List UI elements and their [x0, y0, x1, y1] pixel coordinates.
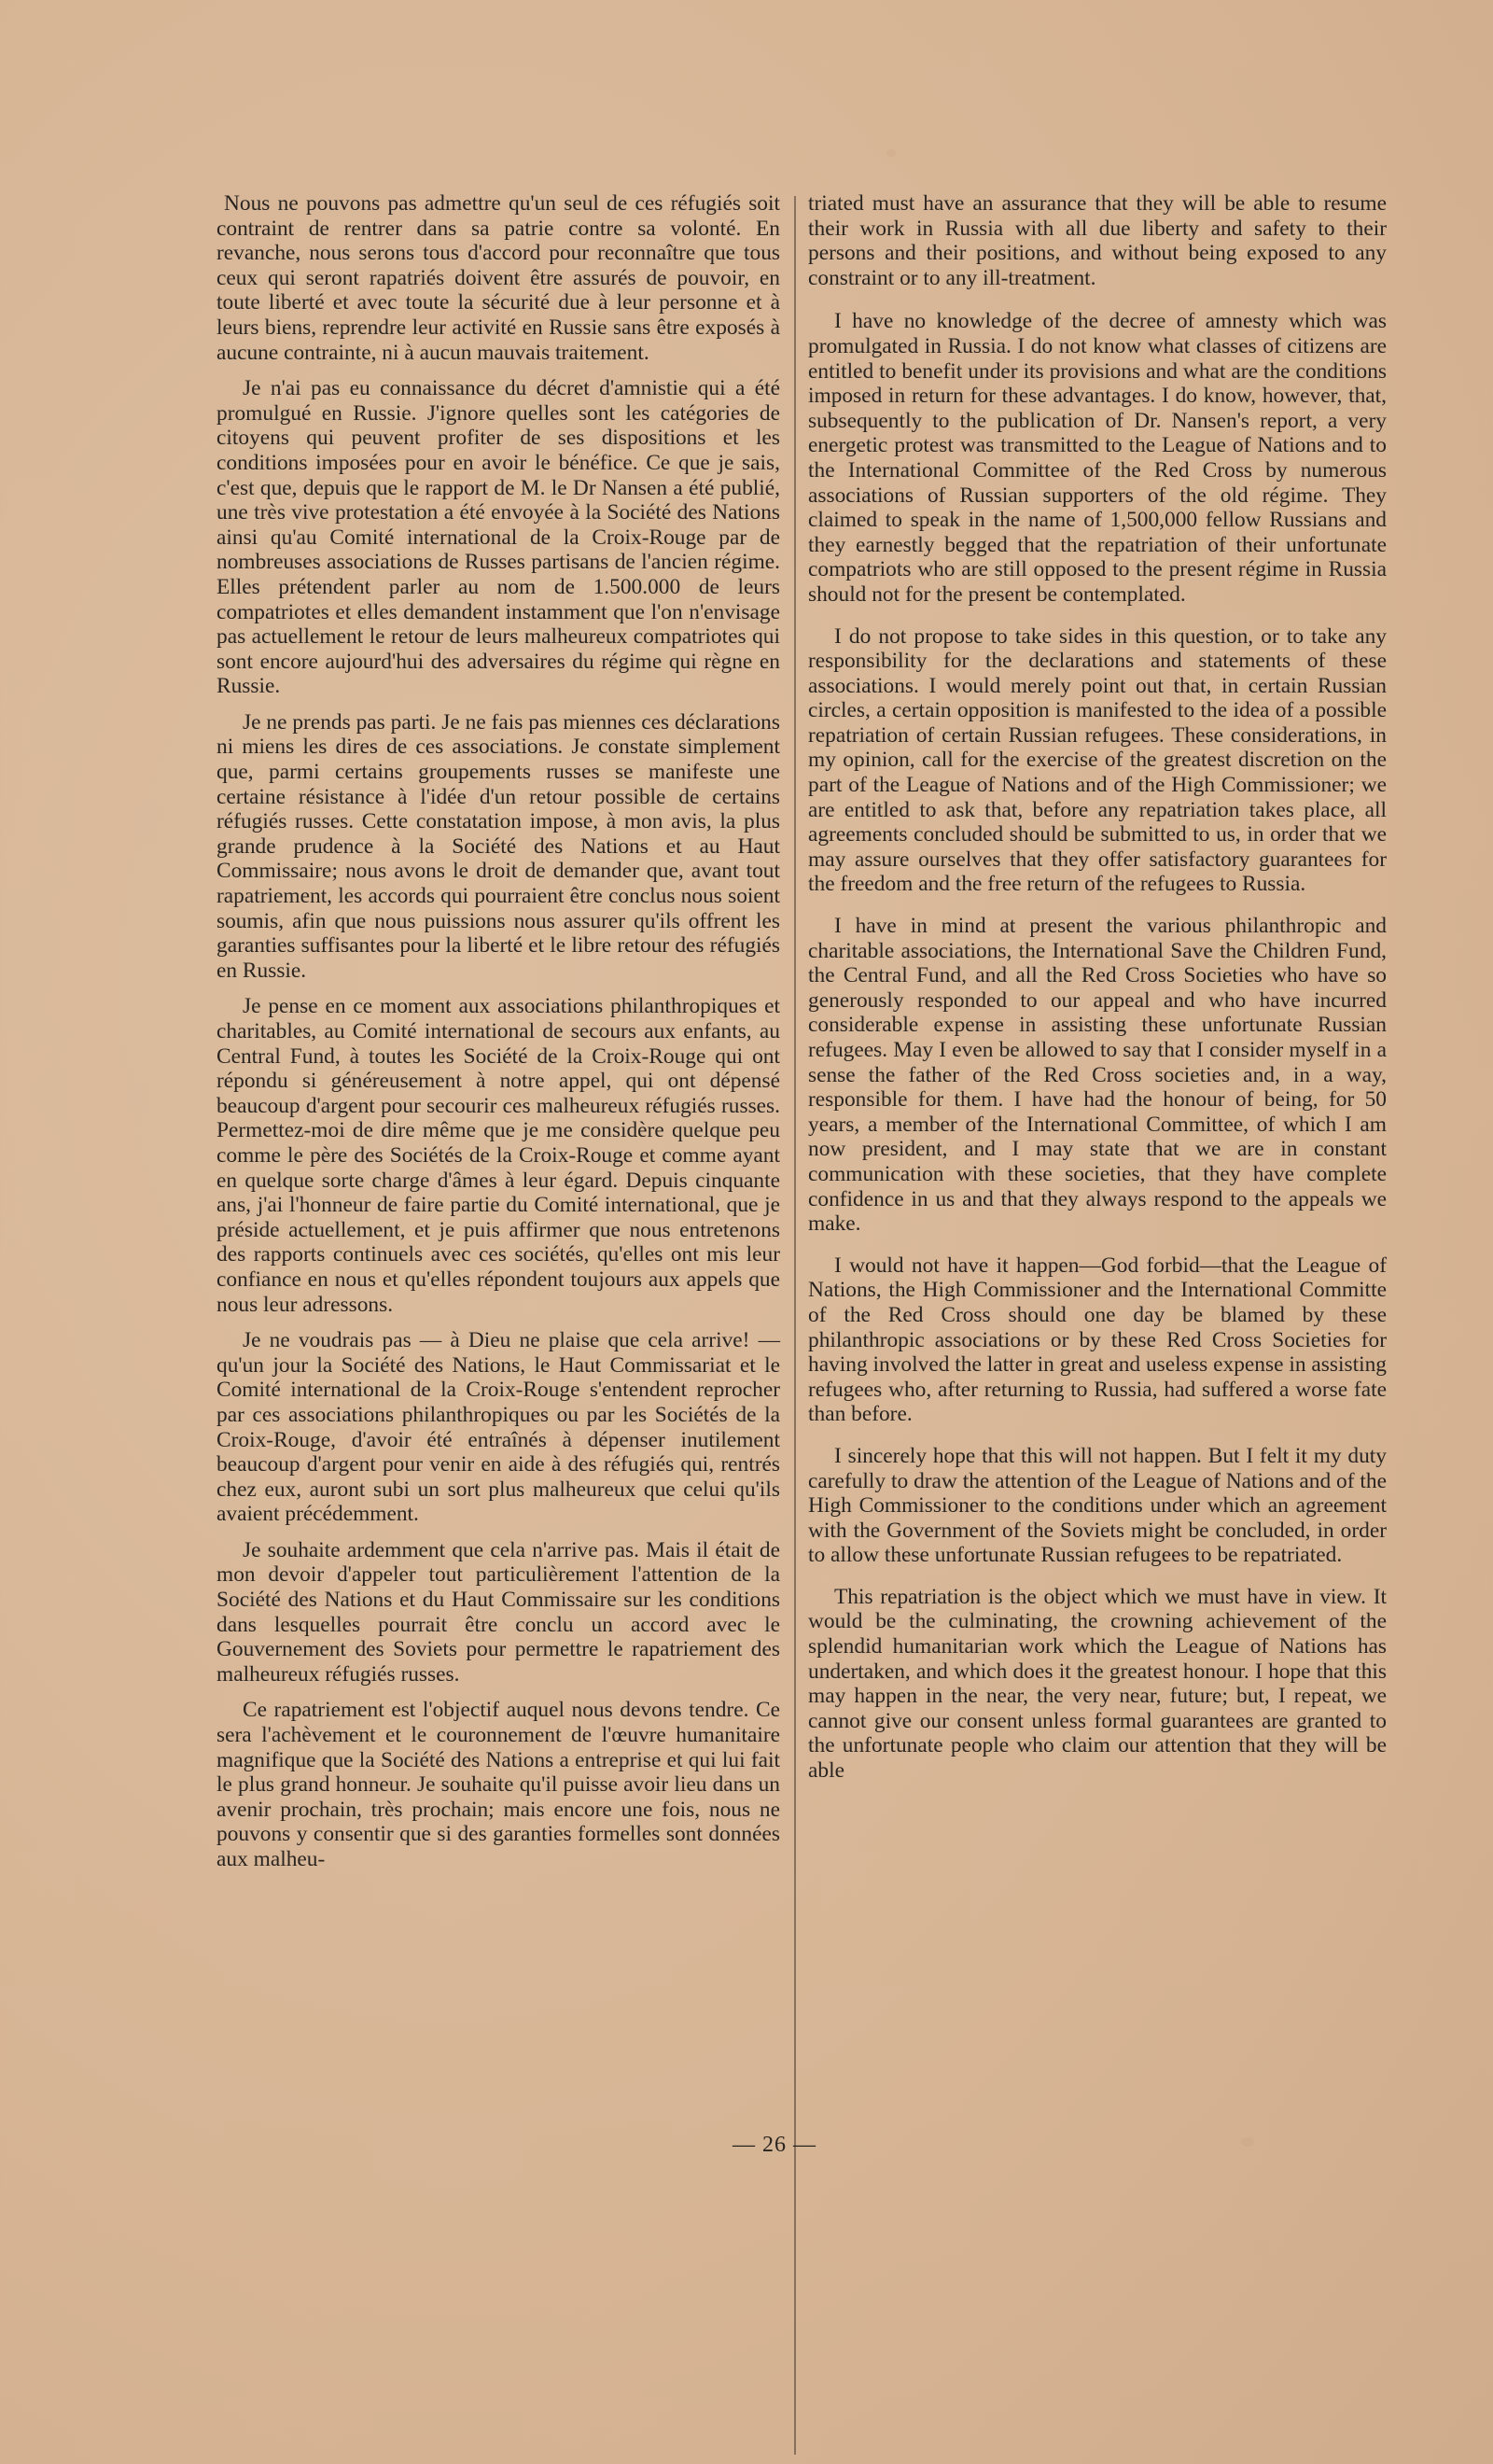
paragraph: Je souhaite ardemment que cela n'arrive pas. Mais il était de mon devoir d'appeler tout particulièrement l'attention de la Société des Nations et du Haut Commissaire sur les conditions dans lesquelles pourrait être conclu un accord avec le Gouvernement des Soviets pour permettre le rapatriement des malheureux réfugiés russes.	[216, 1537, 780, 1687]
paragraph: Je n'ai pas eu connaissance du décret d'amnistie qui a été promulgué en Russie. J'ignore quelles sont les catégories de citoyens qui peuvent profiter de ses dispositions et les conditions imposées pour en avoir le bénéfice. Ce que je sais, c'est que, depuis que le rapport de M. le Dr Nansen a été publié, une très vive protestation a été envoyée à la Société des Nations ainsi qu'au Comité international de la Croix-Rouge par de nombreuses associations de Russes partisans de l'ancien régime. Elles prétendent parler au nom de 1.500.000 de leurs compatriotes et elles demandent instamment que l'on n'envisage pas actuellement le retour de leurs malheureux compatriotes qui sont encore aujourd'hui des adversaires du régime qui règne en Russie.	[216, 376, 780, 699]
paragraph: This repatriation is the object which we must have in view. It would be the culminating, the crowning achievement of the splendid humanitarian work which the League of Nations has undertaken, and which does it the greatest honour. I hope that this may happen in the near, the very near, future; but, I repeat, we cannot give our consent unless formal guarantees are granted to the unfortunate people who claim our attention that they will be able	[808, 1584, 1387, 1784]
page-number: — 26 —	[733, 2133, 816, 2157]
paragraph: triated must have an assurance that they will be able to resume their work in Russia with all due liberty and safety to their persons and their positions, and without being exposed to any constraint or to any ill-treatment.	[808, 191, 1387, 290]
paragraph: Je ne voudrais pas — à Dieu ne plaise que cela arrive! — qu'un jour la Société des Nations, le Haut Commissariat et le Comité international de la Croix-Rouge s'entendent reprocher par ces associations philanthropiques ou par les Sociétés de la Croix-Rouge, d'avoir été entraînés à dépenser inutilement beaucoup d'argent pour venir en aide à des réfugiés qui, rentrés chez eux, auront subi un sort plus malheureux que celui qu'ils avaient précédemment.	[216, 1328, 780, 1527]
paragraph: Je ne prends pas parti. Je ne fais pas miennes ces déclarations ni miens les dires de ces associations. Je constate simplement que, parmi certains groupements russes se manifeste une certaine résistance à l'idée d'un retour possible de certains réfugiés russes. Cette constatation impose, à mon avis, la plus grande prudence à la Société des Nations et au Haut Commissaire; nous avons le droit de demander que, avant tout rapatriement, les accords qui pourraient être conclus nous soient soumis, afin que nous puissions nous assurer qu'ils offrent les garanties suffisantes pour la liberté et le libre retour des réfugiés en Russie.	[216, 709, 780, 983]
paragraph: Je pense en ce moment aux associations philanthropiques et charitables, au Comité international de secours aux enfants, au Central Fund, à toutes les Société de la Croix-Rouge qui ont répondu si généreusement à notre appel, qui ont dépensé beaucoup d'argent pour secourir ces malheureux réfugiés russes. Permettez-moi de dire même que je me considère quelque peu comme le père des Sociétés de la Croix-Rouge et comme ayant en quelque sorte charge d'âmes à leur égard. Depuis cinquante ans, j'ai l'honneur de faire partie du Comité international, que je préside actuellement, et je puis affirmer que nous entretenons des rapports continuels avec ces sociétés, qu'elles ont mis leur confiance en nous et qu'elles répondent toujours aux appels que nous leur adressons.	[216, 994, 780, 1317]
english-text-column	[808, 191, 1387, 1800]
column-divider	[794, 196, 796, 2455]
paper-stain	[886, 149, 896, 157]
paragraph: I have no knowledge of the decree of amnesty which was promulgated in Russia. I do not know what classes of citizens are entitled to benefit under its provisions and what are the conditions imposed in return for these advantages. I do know, however, that, subsequently to the publication of Dr. Nansen's report, a very energetic protest was transmitted to the League of Nations and to the International Committee of the Red Cross by numerous associations of Russian supporters of the old régime. They claimed to speak in the name of 1,500,000 fellow Russians and they earnestly begged that the repatriation of their unfortunate compatriots who are still opposed to the present régime in Russia should not for the present be contemplated.	[808, 309, 1387, 607]
paragraph: Ce rapatriement est l'objectif auquel nous devons tendre. Ce sera l'achèvement et le couronnement de l'œuvre humanitaire magnifique que la Société des Nations a entreprise et qui lui fait le plus grand honneur. Je souhaite qu'il puisse avoir lieu dans un avenir prochain, très prochain; mais encore une fois, nous ne pouvons y consentir que si des garanties formelles sont données aux malheu-	[216, 1698, 780, 1871]
paragraph: I do not propose to take sides in this question, or to take any responsibility for the declarations and statements of these associations. I would merely point out that, in certain Russian circles, a certain opposition is manifested to the idea of a possible repatriation of certain Russian refugees. These considerations, in my opinion, call for the exercise of the greatest discretion on the part of the League of Nations and of the High Commissioner; we are entitled to ask that, before any repatriation takes place, all agreements concluded should be submitted to us, in order that we may assure ourselves that they offer satisfactory guarantees for the freedom and the free return of the refugees to Russia.	[808, 623, 1387, 897]
paragraph: I sincerely hope that this will not happen. But I felt it my duty carefully to draw the attention of the League of Nations and of the High Commissioner to the conditions under which an agreement with the Government of the Soviets might be concluded, in order to allow these unfortunate Russian refugees to be repatriated.	[808, 1443, 1387, 1568]
french-text-column	[216, 191, 780, 1883]
paragraph: I have in mind at present the various philanthropic and charitable associations, the International Save the Children Fund, the Central Fund, and all the Red Cross Societies who have so generously responded to our appeal and who have incurred considerable expense in assisting these unfortunate Russian refugees. May I even be allowed to say that I consider myself in a sense the father of the Red Cross societies and, in a way, responsible for them. I have had the honour of being, for 50 years, a member of the International Committee, of which I am now president, and I may state that we are in constant communication with these societies, that they have complete confidence in us and that they always respond to the appeals we make.	[808, 914, 1387, 1237]
paragraph: Nous ne pouvons pas admettre qu'un seul de ces réfugiés soit contraint de rentrer dans sa patrie contre sa volonté. En revanche, nous serons tous d'accord pour reconnaître que tous ceux qui seront rapatriés doivent être assurés de pouvoir, en toute liberté et avec toute la sécurité due à leur personne et à leurs biens, reprendre leur activité en Russie sans être exposés à aucune contrainte, ni à aucun mauvais traitement.	[216, 191, 780, 365]
paragraph: I would not have it happen—God forbid—that the League of Nations, the High Commissioner and the International Committe of the Red Cross should one day be blamed by these philanthropic associations or by these Red Cross Societies for having involved the latter in great and useless expense in assisting refugees who, after returning to Russia, had suffered a worse fate than before.	[808, 1253, 1387, 1427]
